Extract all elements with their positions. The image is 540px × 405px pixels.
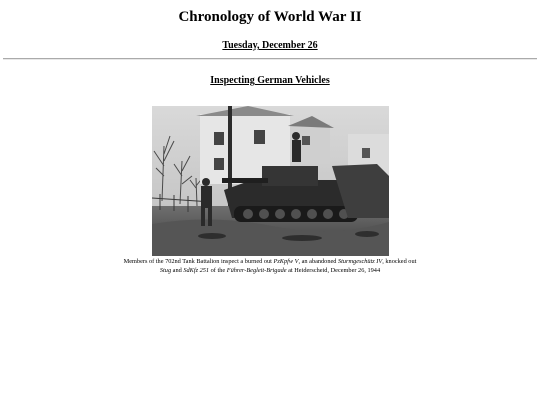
date-heading: Tuesday, December 26 [222,40,318,51]
caption-vehicle-stug: Stug [159,266,172,274]
photo-german-vehicles [152,106,389,256]
caption-text: of the [209,266,227,274]
caption-text: Members of the 702nd Tank Battalion inspect a burned out [123,258,274,265]
caption-vehicle-sdkfz: SdKfz 251 [183,266,210,274]
caption-text: at Heiderscheid, December 26, 1944 [286,266,381,274]
caption-vehicle-sturmgeschutz: Sturmgeschütz IV [338,258,383,265]
caption-vehicle-pzkpfw: PzKpfw V [273,258,299,265]
photo-caption [120,258,420,275]
caption-text: , an abandoned [298,258,338,265]
caption-unit-name: Führer-Begleit-Brigade [226,266,287,274]
site-title: Chronology of World War II [178,9,362,25]
article-title: Inspecting German Vehicles [210,75,330,86]
divider [3,58,537,60]
caption-text: and [171,266,184,274]
caption-text: , knocked out [382,258,417,265]
